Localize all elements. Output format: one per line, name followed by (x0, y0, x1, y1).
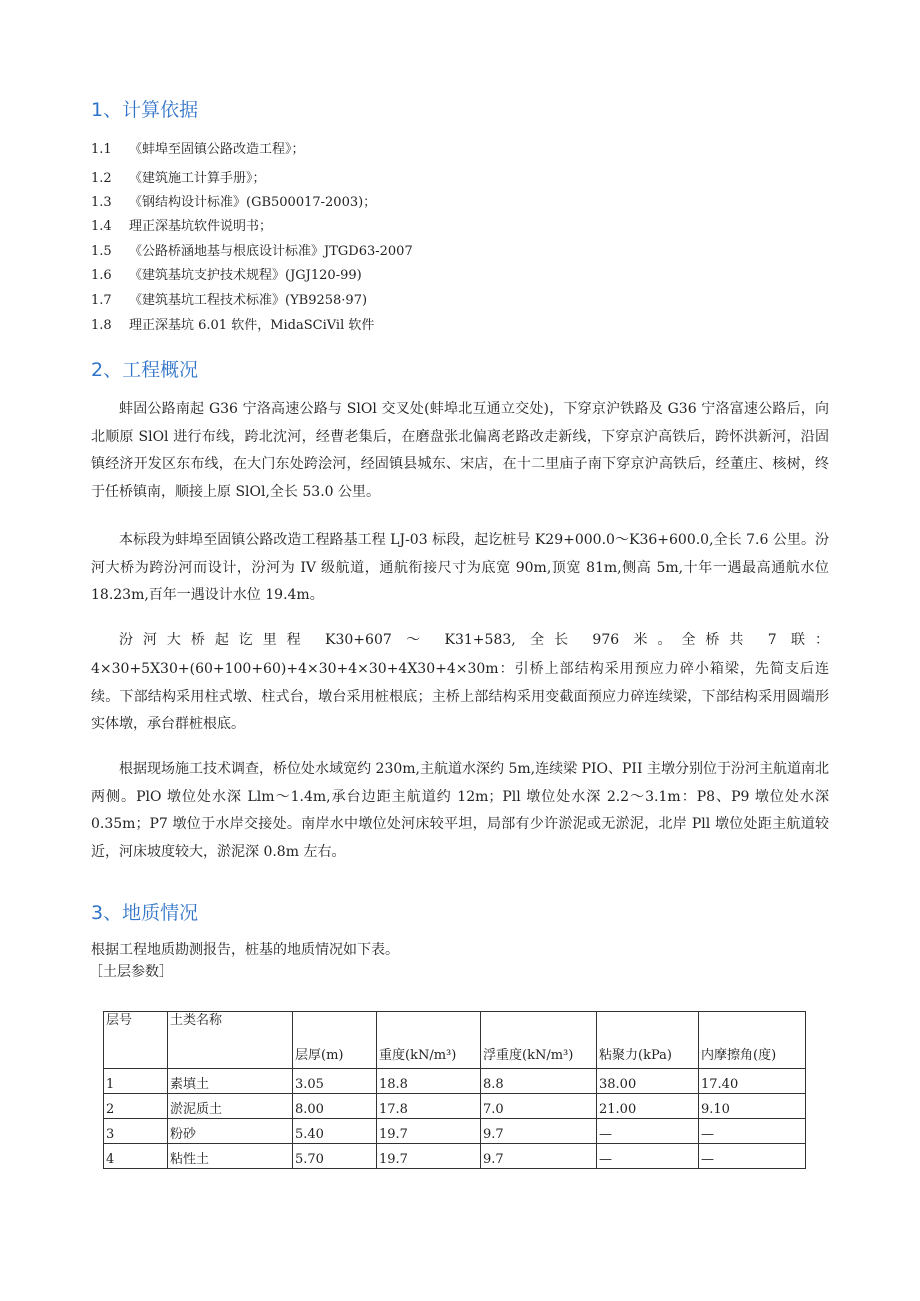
table-cell: 21.00 (597, 1094, 699, 1119)
reference-item: 1.1 《蚌埠至固镇公路改造工程》； (91, 142, 305, 157)
table-header-row (104, 1012, 806, 1069)
table-header-cell: 土类名称 (168, 1012, 293, 1069)
table-cell: 素填土 (168, 1069, 293, 1094)
table-cell: 7.0 (481, 1094, 597, 1119)
reference-item: 1.2 《建筑施工计算手册》； (91, 171, 266, 186)
table-header-cell: 层厚(m) (293, 1012, 377, 1069)
table-cell: 19.7 (377, 1119, 481, 1144)
table-cell: — (597, 1119, 699, 1144)
table-cell: 9.7 (481, 1119, 597, 1144)
section-heading-overview: 2、工程概况 (91, 359, 199, 381)
table-cell: 9.7 (481, 1144, 597, 1169)
table-cell: — (597, 1144, 699, 1169)
table-cell: 5.40 (293, 1119, 377, 1144)
table-cell: 9.10 (699, 1094, 806, 1119)
table-header-cell: 粘聚力(kPa) (597, 1012, 699, 1069)
soil-parameter-table (103, 1011, 806, 1169)
table-cell: 粉砂 (168, 1119, 293, 1144)
geology-intro: 根据工程地质勘测报告，桩基的地质情况如下表。 (91, 942, 399, 958)
table-cell: 粘性土 (168, 1144, 293, 1169)
table-cell: — (699, 1144, 806, 1169)
table-cell: 38.00 (597, 1069, 699, 1094)
reference-item: 1.6 《建筑基坑支护技术规程》(JGJ120-99) (91, 268, 362, 283)
reference-item: 1.8 理正深基坑 6.01 软件，MidaSCiVil 软件 (91, 318, 375, 333)
reference-item: 1.3 《钢结构设计标准》(GB500017-2003)； (91, 195, 377, 210)
table-row (104, 1094, 806, 1119)
table-cell: — (699, 1119, 806, 1144)
overview-paragraph-route: 蚌固公路南起 G36 宁洛高速公路与 SlOl 交叉处(蚌埠北互通立交处)，下穿京沪铁路及 G36 宁洛富速公路后，向北顺原 SlOl 进行布线，跨北沈河，经曹老集后，在磨盘张北偏离老路改走新线，下穿京沪高铁后，跨怀洪新河，沿固镇经济开发区东布线，在大门东处跨浍河，经固镇县城东、宋店，在十二里庙子南下穿京沪高铁后，经董庄、核树，终于任桥镇南，顺接上原 SlOl,全长 53.0 公里。 (91, 401, 829, 500)
reference-item: 1.7 《建筑基坑工程技术标准》(YB9258·97) (91, 293, 368, 308)
overview-paragraph-survey: 根据现场施工技术调查，桥位处水域宽约 230m,主航道水深约 5m,连续梁 PIO、PII 主墩分别位于汾河主航道南北两侧。PlO 墩位处水深 Llm～1.4m,承台边距主航道约 12m；Pll 墩位处水深 2.2～3.1m：P8、P9 墩位处水深 0.35m；P7 墩位于水岸交接处。南岸水中墩位处河床较平坦，局部有少许淤泥或无淤泥，北岸 Pll 墩位处距主航道较近，河床坡度较大，淤泥深 0.8m 左右。 (91, 761, 829, 860)
table-cell: 淤泥质土 (168, 1094, 293, 1119)
reference-item: 1.5 《公路桥涵地基与根底设计标准》JTGD63-2007 (91, 244, 413, 259)
section-heading-geology: 3、地质情况 (91, 902, 199, 924)
table-cell: 4 (104, 1144, 168, 1169)
table-header-cell: 内摩擦角(度) (699, 1012, 806, 1069)
table-cell: 18.8 (377, 1069, 481, 1094)
table-row (104, 1119, 806, 1144)
table-cell: 8.8 (481, 1069, 597, 1094)
table-cell: 19.7 (377, 1144, 481, 1169)
overview-paragraph-bridge: 4×30+5X30+(60+100+60)+4×30+4×30+4X30+4×30m：引桥上部结构采用预应力碎小箱梁，先简支后连续。下部结构采用柱式墩、柱式台，墩台采用桩根底；主桥上部结构采用变截面预应力碎连续梁，下部结构采用圆端形实体墩，承台群桩根底。 (91, 661, 829, 733)
table-cell: 3 (104, 1119, 168, 1144)
table-cell: 2 (104, 1094, 168, 1119)
table-cell: 3.05 (293, 1069, 377, 1094)
reference-item: 1.4 理正深基坑软件说明书； (91, 219, 273, 234)
table-cell: 5.70 (293, 1144, 377, 1169)
table-row (104, 1069, 806, 1094)
table-cell: 17.40 (699, 1069, 806, 1094)
table-header-cell: 重度(kN/m³) (377, 1012, 481, 1069)
overview-paragraph-section: 本标段为蚌埠至固镇公路改造工程路基工程 LJ-03 标段，起讫桩号 K29+000.0～K36+600.0,全长 7.6 公里。汾河大桥为跨汾河而设计，汾河为 IV 级航道，通航衔接尺寸为底宽 90m,顶宽 81m,侧高 5m,十年一遇最高通航水位 18.23m,百年一遇设计水位 19.4m。 (91, 532, 829, 604)
table-cell: 17.8 (377, 1094, 481, 1119)
overview-paragraph-bridge-line1: 汾河大桥起讫里程 K30+607 ～ K31+583, 全长 976 米。全桥共 7 联： (119, 632, 829, 648)
table-header-cell: 层号 (104, 1012, 168, 1069)
table-cell: 1 (104, 1069, 168, 1094)
section-heading-basis: 1、计算依据 (91, 99, 199, 121)
table-cell: 8.00 (293, 1094, 377, 1119)
table-caption: ［土层参数］ (89, 964, 173, 980)
table-header-cell: 浮重度(kN/m³) (481, 1012, 597, 1069)
table-row (104, 1144, 806, 1169)
